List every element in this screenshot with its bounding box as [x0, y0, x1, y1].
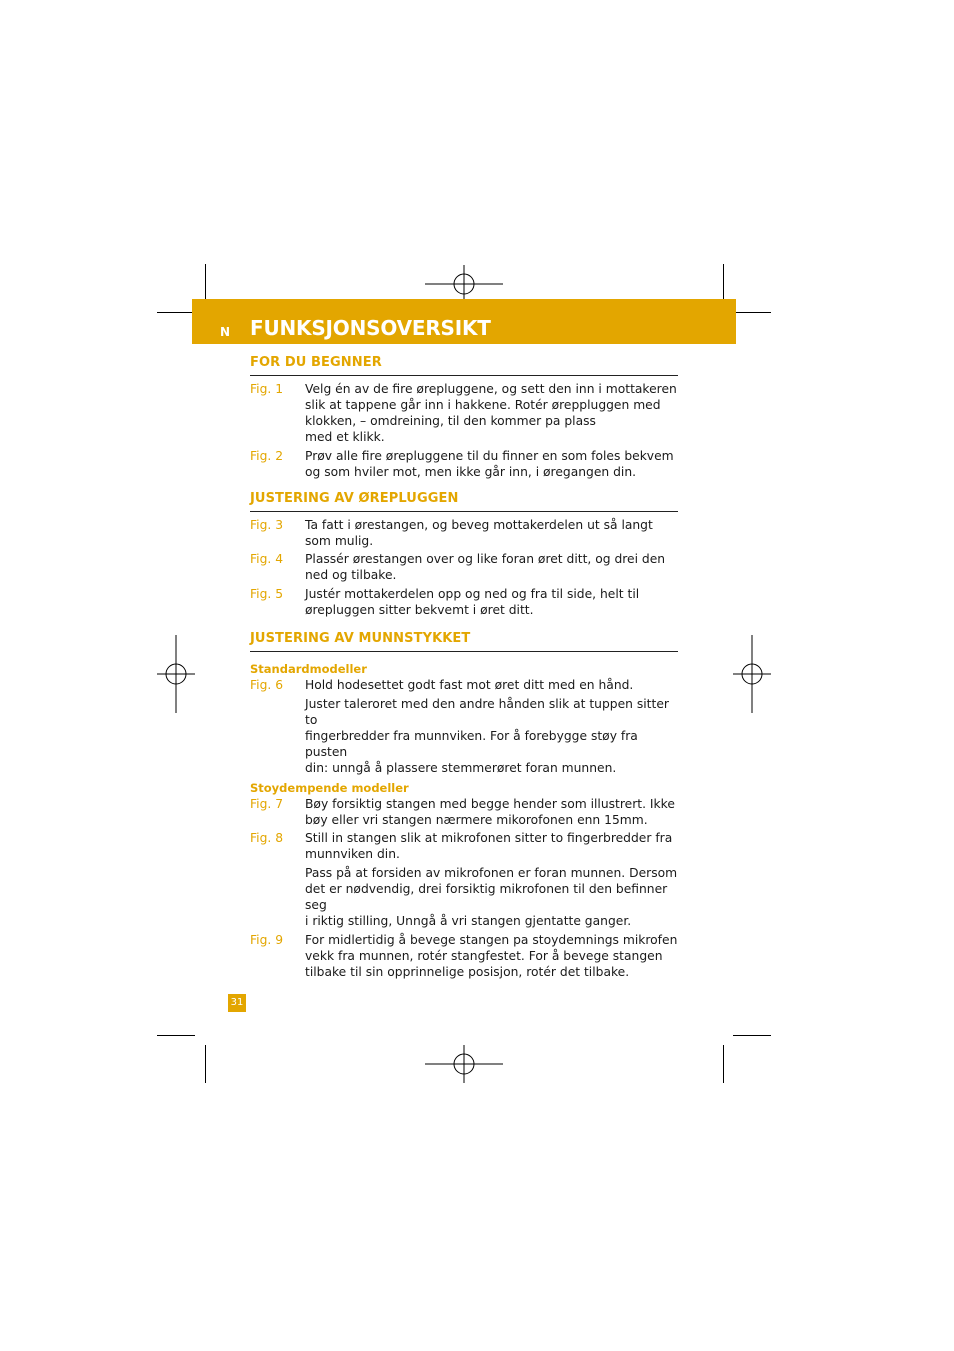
registration-mark-icon: [157, 635, 195, 713]
subsection-heading: Standardmodeller: [250, 661, 367, 676]
list-item: [250, 696, 678, 776]
instruction-text: Plassér ørestangen over og like foran øret ditt, og drei den ned og tilbake.: [305, 552, 666, 582]
section-heading: JUSTERING AV ØREPLUGGEN: [250, 491, 678, 512]
section-heading: FOR DU BEGNNER: [250, 355, 678, 376]
crop-mark: [723, 264, 724, 302]
figure-ref: Fig. 6: [250, 677, 284, 692]
instruction-text: Ta fatt i ørestangen, og beveg mottakerdelen ut så langt som mulig.: [305, 517, 653, 548]
language-code: N: [220, 325, 231, 339]
section-items: [250, 517, 678, 618]
figure-ref: [250, 696, 305, 776]
registration-mark-icon: [733, 635, 771, 713]
subsection-items: [250, 677, 678, 776]
figure-ref: Fig. 7: [250, 796, 284, 811]
figure-ref: Fig. 9: [250, 932, 284, 947]
subsection-items: [250, 796, 678, 980]
instruction-text: Bøy forsiktig stangen med begge hender som illustrert. Ikke bøy eller vri stangen nærmere mikorofonen enn 15mm.: [305, 796, 675, 827]
figure-ref: [250, 865, 305, 929]
list-item: [250, 796, 678, 828]
instruction-text: Prøv alle fire ørepluggene til du finner en som foles bekvem og som hviler mot, men ikke går inn, i øregangen din.: [305, 448, 674, 479]
crop-mark: [205, 264, 206, 302]
list-item: [250, 932, 678, 980]
crop-mark: [157, 312, 195, 313]
instruction-text: Still in stangen slik at mikrofonen sitter to fingerbredder fra munnviken din.: [305, 831, 673, 861]
list-item: [250, 586, 678, 618]
figure-ref: Fig. 5: [250, 586, 284, 601]
instruction-text: Justér mottakerdelen opp og ned og fra til side, helt til ørepluggen sitter bekvemt i øret ditt.: [305, 586, 640, 617]
instruction-text: For midlertidig å bevege stangen pa stoydemnings mikrofen vekk fra munnen, rotér stangfestet. For å bevege stangen tilbake til sin opprinnelige posisjon, rotér det tilbake.: [305, 932, 678, 979]
list-item: [250, 381, 678, 445]
section-items: [250, 381, 678, 480]
instruction-text: Pass på at forsiden av mikrofonen er foran munnen. Dersom det er nødvendig, drei forsiktig mikrofonen til den befinner seg i riktig stilling, Unngå å vri stangen gjentatte ganger.: [305, 866, 678, 928]
subsection-heading: Stoydempende modeller: [250, 780, 409, 795]
registration-mark-icon: [425, 1045, 503, 1083]
crop-mark: [733, 1035, 771, 1036]
page-number: 31: [228, 994, 246, 1012]
figure-ref: Fig. 4: [250, 552, 284, 566]
section-heading: JUSTERING AV MUNNSTYKKET: [250, 631, 678, 652]
content: [250, 355, 678, 982]
list-item: [250, 677, 678, 693]
page-title: FUNKSJONSOVERSIKT: [250, 316, 491, 340]
crop-mark: [723, 1045, 724, 1083]
figure-ref: Fig. 2: [250, 448, 284, 463]
list-item: [250, 865, 678, 929]
figure-ref: Fig. 3: [250, 517, 284, 532]
registration-mark-icon: [425, 265, 503, 303]
list-item: [250, 448, 678, 480]
instruction-text: Velg én av de fire ørepluggene, og sett den inn i mottakeren slik at tappene går inn i hakkene. Rotér øreppluggen med klokken, – omdreining, til den kommer pa plass med et klikk.: [305, 382, 677, 444]
list-item: [250, 517, 678, 549]
crop-mark: [733, 312, 771, 313]
crop-mark: [205, 1045, 206, 1083]
instruction-text: Hold hodesettet godt fast mot øret ditt med en hånd.: [305, 677, 634, 692]
list-item: [250, 830, 678, 862]
crop-mark: [157, 1035, 195, 1036]
figure-ref: Fig. 8: [250, 831, 284, 845]
figure-ref: Fig. 1: [250, 382, 284, 396]
instruction-text: Juster taleroret med den andre hånden slik at tuppen sitter to fingerbredder fra munnviken. For å forebygge støy fra pusten din: unngå å plassere stemmerøret foran munnen.: [305, 696, 669, 775]
list-item: [250, 551, 678, 583]
